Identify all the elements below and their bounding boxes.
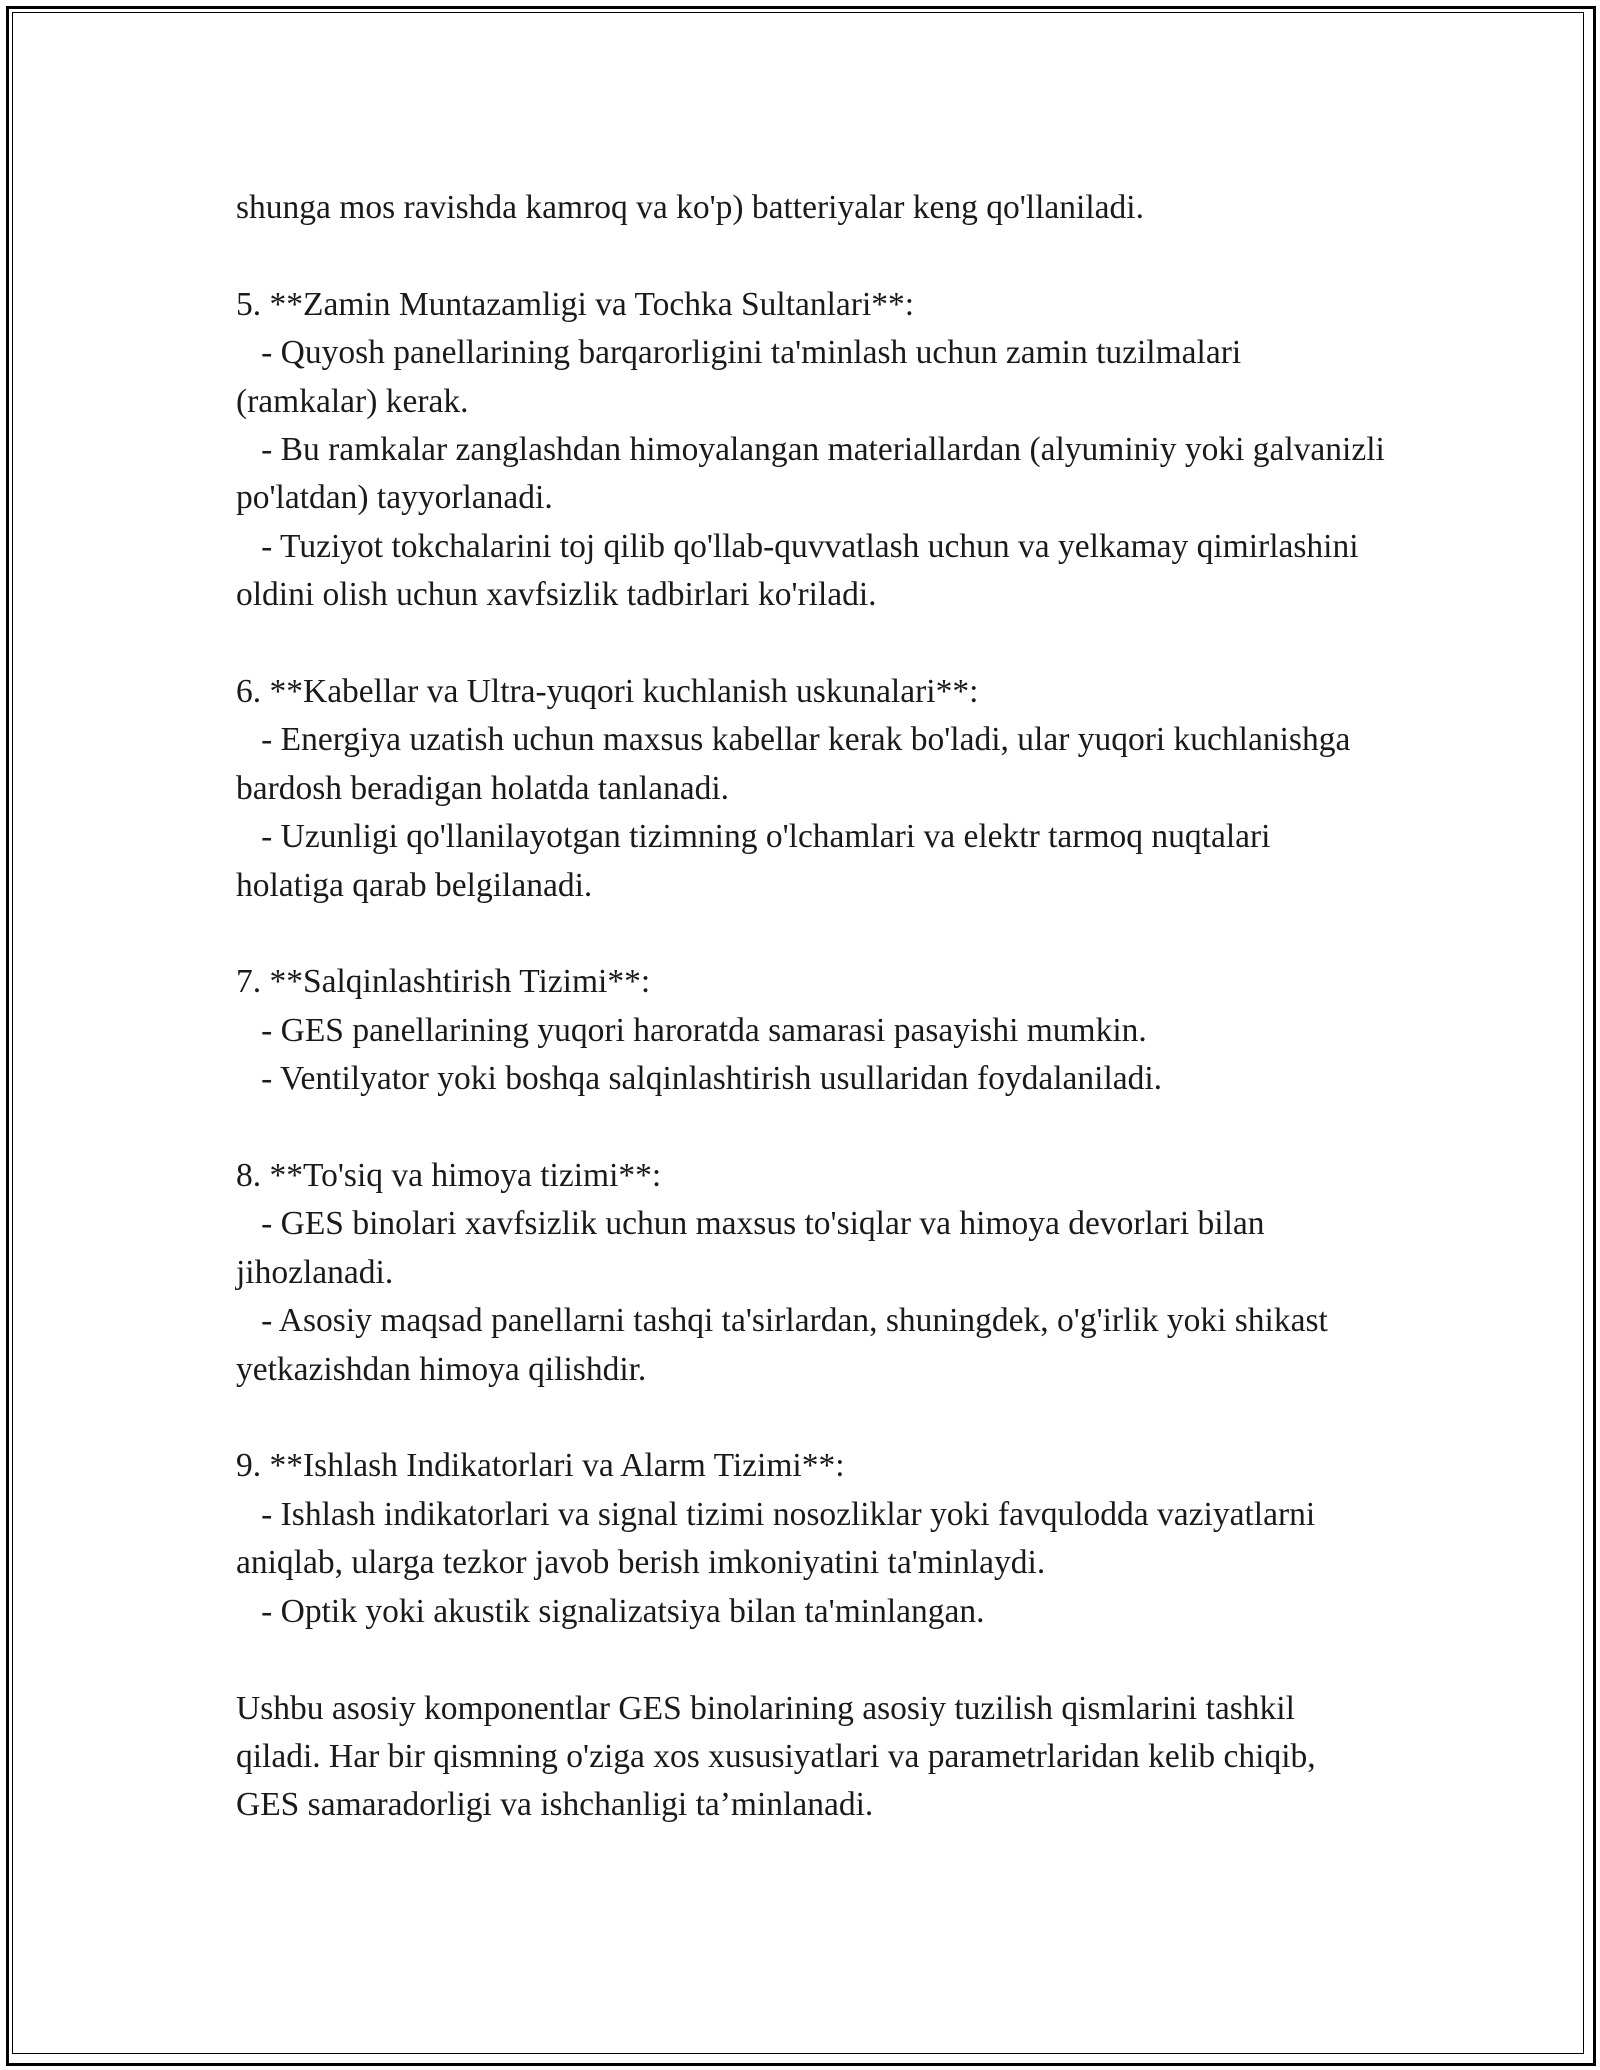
section-heading: 5. **Zamin Muntazamligi va Tochka Sultanlari**: bbox=[236, 285, 915, 323]
bullet-item: - Quyosh panellarining barqarorligini ta'minlash uchun zamin tuzilmalari (ramkalar) kerak. bbox=[236, 334, 1250, 420]
spacer bbox=[236, 1104, 1386, 1152]
spacer bbox=[236, 910, 1386, 958]
section-heading: 7. **Salqinlashtirish Tizimi**: bbox=[236, 963, 651, 1001]
spacer bbox=[236, 620, 1386, 668]
section-heading: 6. **Kabellar va Ultra-yuqori kuchlanish uskunalari**: bbox=[236, 673, 979, 711]
intro-continuation: shunga mos ravishda kamroq va ko'p) batteriyalar keng qo'llaniladi. bbox=[236, 189, 1144, 226]
section-heading: 8. **To'siq va himoya tizimi**: bbox=[236, 1157, 662, 1195]
bullet-item: - GES panellarining yuqori haroratda samarasi pasayishi mumkin. bbox=[236, 1011, 1147, 1049]
bullet-item: - Ishlash indikatorlari va signal tizimi nosozliklar yoki favqulodda vaziyatlarni aniqlab, ularga tezkor javob berish imkoniyatini ta'minlaydi. bbox=[236, 1495, 1324, 1582]
bullet-item: - GES binolari xavfsizlik uchun maxsus to'siqlar va himoya devorlari bilan jihozlanadi. bbox=[236, 1205, 1273, 1291]
spacer bbox=[236, 232, 1386, 280]
spacer bbox=[236, 1394, 1386, 1442]
conclusion-paragraph: Ushbu asosiy komponentlar GES binolarining asosiy tuzilish qismlarini tashkil qiladi. Har bir qismning o'ziga xos xususiyatlari va parametrlaridan kelib chiqib, GES samaradorligi va ishchanligi ta’minlanadi. bbox=[236, 1689, 1324, 1824]
bullet-item: - Tuziyot tokchalarini toj qilib qo'llab-quvvatlash uchun va yelkamay qimirlashini oldini olish uchun xavfsizlik tadbirlari ko'riladi. bbox=[236, 527, 1367, 614]
bullet-item: - Optik yoki akustik signalizatsiya bilan ta'minlangan. bbox=[236, 1592, 985, 1630]
bullet-item: - Energiya uzatish uchun maxsus kabellar kerak bo'ladi, ular yuqori kuchlanishga bardosh beradigan holatda tanlanadi. bbox=[236, 721, 1359, 807]
section-heading: 9. **Ishlash Indikatorlari va Alarm Tizimi**: bbox=[236, 1447, 845, 1485]
bullet-item: - Uzunligi qo'llanilayotgan tizimning o'lchamlari va elektr tarmoq nuqtalari holatiga qarab belgilanadi. bbox=[236, 818, 1279, 904]
section-8 bbox=[236, 1152, 1386, 1394]
section-9 bbox=[236, 1442, 1386, 1636]
document-body bbox=[236, 184, 1394, 1830]
spacer bbox=[236, 1636, 1386, 1684]
bullet-item: - Asosiy maqsad panellarni tashqi ta'sirlardan, shuningdek, o'g'irlik yoki shikast yetkazishdan himoya qilishdir. bbox=[236, 1302, 1337, 1388]
bullet-item: - Bu ramkalar zanglashdan himoyalangan materiallardan (alyuminiy yoki galvanizli po'latdan) tayyorlanadi. bbox=[236, 431, 1394, 517]
section-6 bbox=[236, 668, 1386, 910]
section-5 bbox=[236, 281, 1394, 620]
section-7 bbox=[236, 958, 1386, 1103]
bullet-item: - Ventilyator yoki boshqa salqinlashtirish usullaridan foydalaniladi. bbox=[236, 1060, 1163, 1098]
